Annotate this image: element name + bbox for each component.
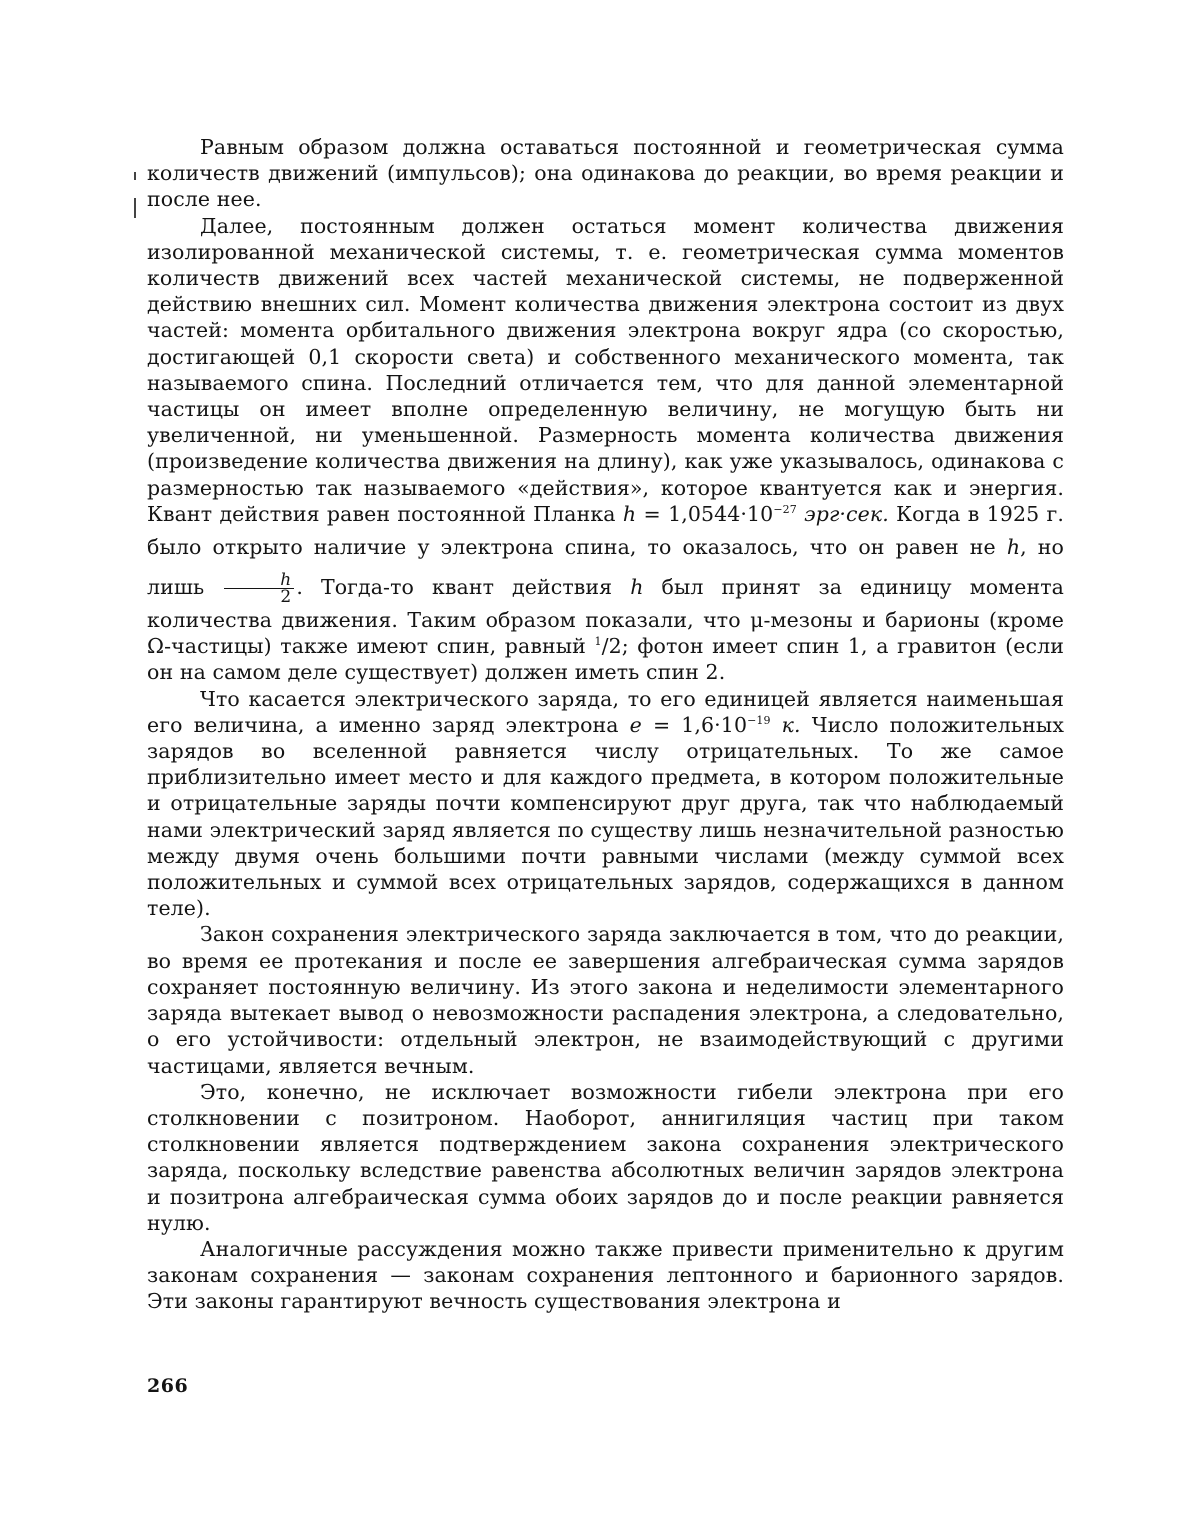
fraction-h-over-2 (224, 570, 294, 608)
charge-symbol: e (629, 712, 642, 737)
planck-exponent: −27 (773, 502, 797, 516)
h-symbol: h (1006, 535, 1021, 560)
paragraph: Это, конечно, не исключает возможности гибели электрона при его столкновении с позитроном. Наоборот, аннигиляция частиц при таком столкновении является подтверждением закона сохранения электрического заряда, поскольку вследствие равенства абсолютных величин зарядов электрона и позитрона алгебраическая сумма обоих зарядов до и после реакции равняется нулю. (147, 1079, 1064, 1235)
planck-unit: эрг·сек. (804, 501, 889, 526)
paragraph: Равным образом должна оставаться постоянной и геометрическая сумма количеств движений (импульсов); она одинакова до реакции, во время реакции и после нее. (147, 135, 1064, 212)
paragraph-text: ; фотон имеет спин 1, а гравитон (если он на самом деле существует) должен иметь спин 2. (147, 634, 1064, 685)
fraction-numerator: h (224, 572, 294, 589)
fraction-denominator: 2 (280, 587, 292, 608)
charge-unit: к. (781, 712, 801, 737)
paragraph (147, 213, 1064, 686)
planck-symbol: h (622, 501, 637, 526)
paragraph-text: Далее, постоянным должен остаться момент количества движения изолированной механической системы, т. е. геометрическая сумма моментов количеств движений всех частей механической системы, не подверженной действию внешних сил. Момент количества движения электрона состоит из двух частей: момента орбитального движения электрона вокруг ядра (со скоростью, достигающей 0,1 скорости света) и собственного механического момента, так называемого спина. Последний отличается тем, что для данной элементарной частицы он имеет вполне определенную величину, не могущую быть ни увеличенной, ни уменьшенной. Размерность момента количества движения (произведение количества движения на длину), как уже указывалось, одинакова с размерностью так называемого «действия», которое квантуется как и энергия. Квант действия равен постоянной Планка (147, 213, 1064, 526)
margin-mark (134, 172, 136, 180)
planck-value: = 1,0544·10 (636, 501, 774, 526)
paragraph-text: был принят за единицу момента количества движения. Таким образом показали, что μ-мезоны и барионы (кроме Ω-частицы) также имеют спин, равный (147, 575, 1064, 659)
paragraph-text: . Тогда-то квант действия (296, 575, 631, 600)
paragraph-text: Что касается электрического заряда, то его единицей является наименьшая его величина, а именно заряд электрона (147, 686, 1064, 737)
charge-exponent: −19 (747, 713, 771, 727)
paragraph (147, 686, 1064, 922)
paragraph: Аналогичные рассуждения можно также привести применительно к другим законам сохранения — законам сохранения лептонного и барионного зарядов. Эти законы гарантируют вечность существования электрона и (147, 1236, 1064, 1314)
paragraph: Закон сохранения электрического заряда заключается в том, что до реакции, во время ее протекания и после ее завершения алгебраическая сумма зарядов сохраняет постоянную величину. Из этого закона и неделимости элементарного заряда вытекает вывод о невозможности распадения электрона, а следовательно, о его устойчивости: отдельный электрон, не взаимодействующий с другими частицами, является вечным. (147, 922, 1064, 1078)
paragraph-text: Число положительных зарядов во вселенной равняется числу отрицательных. То же самое приблизительно имеет место и для каждого предмета, в котором положительные и отрицательные заряды почти компенсируют друг друга, так что наблюдаемый нами электрический заряд является по существу лишь незначительной разностью между двумя очень большими почти равными числами (между суммой всех положительных и суммой всех отрицательных зарядов, содержащихся в данном теле). (147, 712, 1064, 921)
margin-mark (134, 198, 136, 218)
half-denominator: /2 (601, 634, 622, 659)
paragraph-text: Когда в 1925 г. было открыто наличие у электрона спина, то оказалось, что он равен не (147, 501, 1064, 560)
page-body (147, 134, 1064, 1315)
paragraph-text: , но лишь (147, 535, 1064, 600)
h-symbol: h (630, 575, 644, 600)
charge-value: = 1,6·10 (641, 712, 748, 737)
page-number: 266 (147, 1375, 189, 1397)
half-numerator: 1 (594, 635, 602, 649)
